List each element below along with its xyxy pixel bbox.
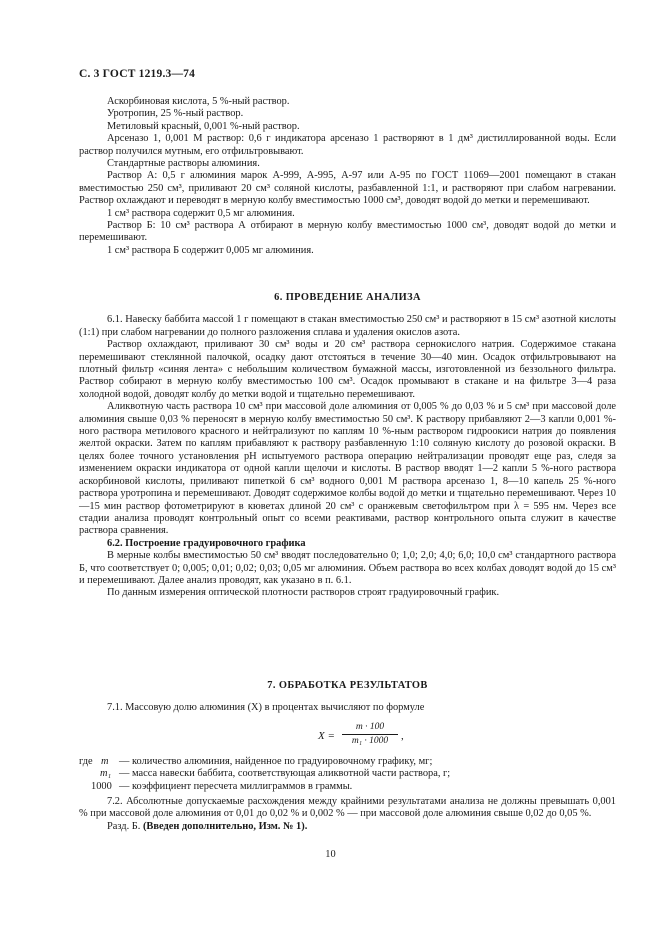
section-7-title: 7. ОБРАБОТКА РЕЗУЛЬТАТОВ [267,680,428,691]
section-6-title: 6. ПРОВЕДЕНИЕ АНАЛИЗА [274,292,421,303]
legend-text: — коэффициент пересчета миллиграммов в граммы. [119,780,353,792]
legend-row [79,781,616,793]
amendment-prefix: Разд. Б. [107,820,141,832]
paragraph: 7.2. Абсолютные допускаемые расхождения между крайними результатами анализа не должны превышать 0,001 % при массовой доле алюминия от 0,01 до 0,02 % и 0,002 % — при массовой доле алюминия свыше 0,02 до 0,05 %. [79,796,616,820]
paragraph: 7.1. Массовую долю алюминия (X) в процентах вычисляют по формуле [107,702,425,714]
formula-trail: , [401,730,404,742]
amendment-text: (Введен дополнительно, Изм. № 1). [142,820,308,832]
legend-symbol: 1000 [91,780,112,792]
page-number: 10 [325,849,336,860]
fraction-bar [342,734,398,735]
amendment-note [79,821,616,833]
reagent-item: Метиловый красный, 0,001 %-ный раствор. [107,120,300,132]
paragraph: В мерные колбы вместимостью 50 см³ вводят последовательно 0; 1,0; 2,0; 4,0; 6,0; 10,0 см³ стандартного раствора Б, что соответствует 0; 0,005; 0,01; 0,02; 0,03; 0,05 мг алюминия. Объем раствора во всех колбах доводят водой до 15 см³ и перемешивают. Далее анализ проводят, как указано в п. 6.1. [79,550,616,586]
formula-denominator: m₁ · 1000 [351,736,389,746]
reagent-item: Раствор А: 0,5 г алюминия марок А-999, А-995, А-97 или А-95 по ГОСТ 11069—2001 помещают в стакан вместимостью 250 см³, приливают 20 см³ соляной кислоты, разбавленной 1:1, и растворяют при слабом нагревании. Раствор охлаждают и переводят в мерную колбу вместимостью 1000 см³, доводят водой до метки и перемешивают. [79,170,616,207]
formula-lhs: X = [318,730,335,742]
paragraph: По данным измерения оптической плотности растворов строят градуировочный график. [107,587,500,599]
paragraph: Раствор охлаждают, приливают 30 см³ воды и 20 см³ раствора сернокислого натрия. Содержимое стакана перемешивают стеклянной палочкой, осадку дают отстояться в течение 30—40 мин. Осадок отфильтровывают на плотный фильтр «синяя лента» с небольшим количеством бумажной массы, изготовленной из беззольного фильтра. Раствор собирают в мерную колбу вместимостью 100 см³. Осадок промывают в стакане и на фильтре 3—4 раза холодной водой, доводят колбу до метки водой и тщательно перемешивают. [79,339,616,400]
legend-row [79,756,616,768]
paragraph: 6.1. Навеску баббита массой 1 г помещают в стакан вместимостью 250 см³ и растворяют в 15 см³ азотной кислоты (1:1) при слабом нагревании до полного разложения сплава и удаления окислов азота. [79,314,616,338]
reagent-item: Уротропин, 25 %-ный раствор. [107,108,244,120]
running-header: С. 3 ГОСТ 1219.3—74 [79,68,196,80]
section-7-tail [79,796,616,833]
legend-text: — количество алюминия, найденное по градуировочному графику, мг; [119,756,433,767]
section-6 [79,292,616,600]
section-7 [79,680,616,715]
legend-row [79,768,616,780]
reagent-item: Раствор Б: 10 см³ раствора А отбирают в мерную колбу вместимостью 1000 см³, доводят водой до метки и перемешивают. [79,220,616,244]
reagent-item: Стандартные растворы алюминия. [107,158,260,170]
reagents-block [79,96,616,257]
reagent-item: 1 см³ раствора Б содержит 0,005 мг алюминия. [107,244,314,256]
legend-text: — масса навески баббита, соответствующая аликвотной части раствора, г; [119,768,451,780]
formula-numerator: m · 100 [355,722,385,732]
symbol-legend [79,756,616,793]
reagent-item: Арсеназо 1, 0,001 М раствор: 0,6 г индикатора арсеназо 1 растворяют в 1 дм³ дистиллированной воды. Если раствор получился мутным, его отфильтровывают. [79,133,616,157]
formula-fraction [342,722,398,747]
legend-lead: где [79,756,93,767]
subsection-6-2-title: 6.2. Построение градуировочного графика [107,537,306,549]
legend-symbol: m [101,756,109,767]
legend-symbol: m₁ [100,768,112,780]
paragraph: Аликвотную часть раствора 10 см³ при массовой доле алюминия от 0,005 % до 0,03 % и 5 см³ при массовой доле алюминия свыше 0,03 % переносят в мерную колбу вместимостью 50 см³. К раствору прибавляют 2—3 капли 0,001 %-ного раствора метилового красного и нейтрализуют по каплям 10 %-ным раствором гидроокиси натрия до появления желтой окраски. Затем по каплям прибавляют к раствору разбавленную 1:10 соляную кислоту до розовой окраски. В целях более точного установления pH испытуемого раствора операцию нейтрализации проводят еще раз, следя за изменением окраски индикатора от одной капли щелочи и кислоты. В раствор вводят 1—2 капли 5 %-ного раствора аскорбиновой кислоты, приливают пипеткой 6 см³ водного 0,001 М раствора арсеназо 1, 8—10 капель 25 %-ного раствора уротропина и перемешивают. Доводят содержимое колбы водой до метки и тщательно перемешивают. Через 10—15 мин раствор фотометрируют в кюветах длиной 20 см³ с оранжевым светофильтром при λ = 595 нм. Через все стадии анализа проводят контрольный опыт со всеми реактивами, раствор контрольного опыта служит в качестве раствора сравнения. [79,401,616,537]
reagent-item: Аскорбиновая кислота, 5 %-ный раствор. [107,96,290,107]
reagent-item: 1 см³ раствора содержит 0,5 мг алюминия. [107,207,295,219]
